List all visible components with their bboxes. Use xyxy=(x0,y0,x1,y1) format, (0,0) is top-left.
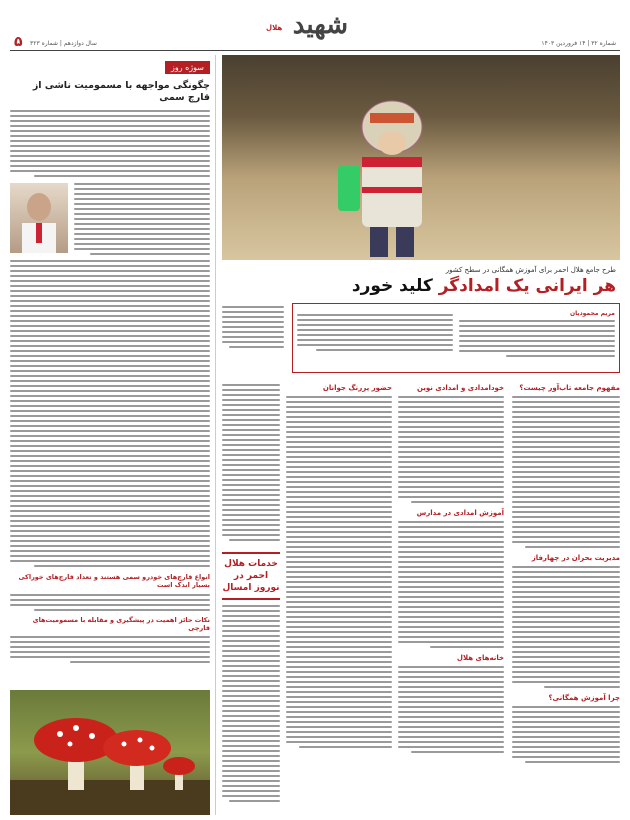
headline-black: کلید خورد xyxy=(351,276,433,296)
sidebar-body-d xyxy=(10,636,210,663)
header-rule xyxy=(10,50,620,51)
red-mushroom-illustration xyxy=(10,690,210,815)
doctor-portrait-icon xyxy=(10,183,68,253)
sidebar-subhead-1: انواع قارچ‌های خودرو سمی هستند و تعداد قارچ‌های خوراکی بسیار اندک است xyxy=(18,572,210,590)
nowruz-box-title: خدمات هلال احمر در نوروز امسال xyxy=(222,559,280,594)
body-column-1 xyxy=(512,384,620,763)
sidebar-body-a xyxy=(74,183,210,255)
masthead-logo xyxy=(266,10,348,44)
lead-text-right xyxy=(459,308,615,368)
body-column-4 xyxy=(222,384,280,541)
nowruz-box xyxy=(222,552,280,817)
sidebar-intro xyxy=(10,110,210,177)
lead-text-left xyxy=(297,308,453,368)
logo-sub: هلال xyxy=(266,24,283,32)
main-kicker: طرح جامع هلال احمر برای آموزش همگانی در سطح کشور xyxy=(445,266,616,274)
lead-side-text xyxy=(222,306,284,348)
sidebar xyxy=(10,55,210,663)
column-divider xyxy=(215,55,216,815)
sidebar-section-tag: سوژه روز xyxy=(165,61,210,74)
page-number: ۵ xyxy=(14,34,23,50)
lead-author: مریم محمودیان xyxy=(569,310,615,317)
sidebar-title: چگونگی مواجهه با مسمومیت ناشی از قارچ سمی xyxy=(32,80,210,104)
body-column-2 xyxy=(398,384,504,753)
logo-word: شهید xyxy=(292,10,348,40)
main-headline xyxy=(352,276,616,296)
sidebar-body-b xyxy=(10,260,210,567)
subhead-3: مدیریت بحران در چهارفاز xyxy=(531,554,620,562)
sidebar-subhead-2: نکات حائز اهمیت در پیشگیری و مقابله با مسمومیت‌های قارچی xyxy=(32,615,210,632)
doctor-photo xyxy=(10,183,68,253)
headline-red: هر ایرانی یک امدادگر xyxy=(438,276,616,296)
lead-box xyxy=(292,303,620,373)
subhead-7: چرا آموزش همگانی؟ xyxy=(548,694,620,702)
subhead-4: حضور پررنگ جوانان xyxy=(322,384,392,392)
body-column-3 xyxy=(286,384,392,748)
subhead-1: مفهوم جامعه تاب‌آور چیست؟ xyxy=(519,384,620,392)
mushroom-photo xyxy=(10,690,210,815)
top-left-meta: سال دوازدهم | شماره ۳۲۳ xyxy=(30,40,97,47)
subhead-6: خانه‌های هلال xyxy=(456,654,504,662)
main-photo xyxy=(222,55,620,260)
subhead-5: آموزش امدادی در مدارس xyxy=(416,509,504,517)
issue-line: شماره ۳۲ | ۱۴ فروردین ۱۴۰۳ xyxy=(541,40,616,47)
subhead-2: خودامدادی و امدادی نوین xyxy=(416,384,504,392)
child-rescuer-illustration xyxy=(332,95,452,260)
sidebar-body-c xyxy=(10,594,210,611)
